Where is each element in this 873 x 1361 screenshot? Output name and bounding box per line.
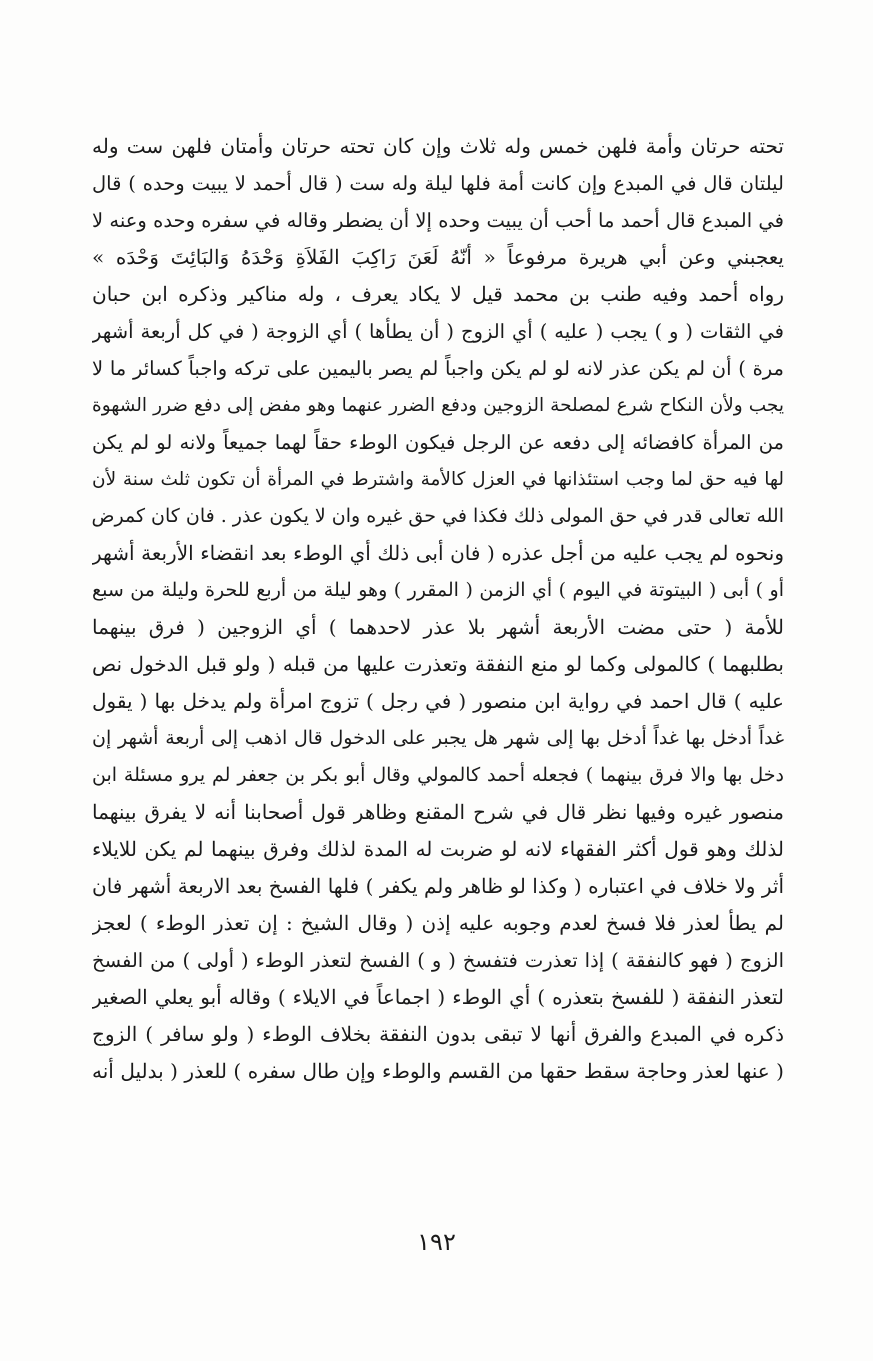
text-line: ليلتان قال في المبدع وإن كانت أمة فلها ليلة وله ست ( قال أحمد لا يبيت وحده ) قال <box>92 172 784 195</box>
text-line: غداً أدخل بها غداً أدخل بها إلى شهر هل يجبر على الدخول قال اذهب إلى أربعة أشهر إن <box>92 727 784 749</box>
text-line: ( عنها لعذر وحاجة سقط حقها من القسم والوطء وإن طال سفره ) للعذر ( بدليل أنه <box>92 1059 784 1083</box>
page-number: ١٩٢ <box>417 1228 456 1256</box>
text-line: الزوج ( فهو كالنفقة ) إذا تعذرت فتفسخ ( و ) الفسخ لتعذر الوطء ( أولى ) من الفسخ <box>92 949 784 972</box>
text-line: دخل بها والا فرق بينهما ) فجعله أحمد كالمولي وقال أبو بكر بن جعفر لم يرو مسئلة ابن <box>92 764 784 786</box>
text-line: يجب ولأن النكاح شرع لمصلحة الزوجين ودفع الضرر عنهما وهو مفض إلى دفع ضرر الشهوة <box>92 395 784 416</box>
text-line: في الثقات ( و ) يجب ( عليه ) أي الزوج ( أن يطأها ) أي الزوجة ( في كل أربعة أشهر <box>92 320 784 343</box>
text-line: ونحوه لم يجب عليه من أجل عذره ( فان أبى ذلك أي الوطء بعد انقضاء الأربعة أشهر <box>92 541 784 565</box>
text-line: لم يطأ لعذر فلا فسخ لعدم وجوبه عليه إذن ( وقال الشيخ : إن تعذر الوطء ) لعجز <box>92 911 784 935</box>
text-line: من المرأة كافضائه إلى دفعه عن الرجل فيكون الوطء حقاً لهما جميعاً ولانه لو لم يكن <box>92 431 784 454</box>
text-line: تحته حرتان وأمة فلهن خمس وله ثلاث وإن كان تحته حرتان وأمتان فلهن ست وله <box>92 134 784 158</box>
text-line: ذكره في المبدع والفرق أنها لا تبقى بدون النفقة بخلاف الوطء ( ولو سافر ) الزوج <box>92 1022 784 1046</box>
text-line: لذلك وهو قول أكثر الفقهاء لانه لو ضربت له المدة لذلك وفرق بينهما لم يكن للايلاء <box>92 837 784 861</box>
text-line: يعجبني وعن أبي هريرة مرفوعاً « أنّهُ لَعَنَ رَاكِبَ الفَلاَةِ وَحْدَهُ وَالبَائِتَ وَحْدَه » <box>92 245 784 269</box>
text-line: أو ) أبى ( البيتوتة في اليوم ) أي الزمن ( المقرر ) وهو ليلة من أربع للحرة وليلة من سبع <box>92 579 784 601</box>
text-line: مرة ) أن لم يكن عذر لانه لو لم يكن واجباً لم يصر باليمين على تركه واجباً كسائر ما لا <box>92 357 784 380</box>
text-line: في المبدع قال أحمد ما أحب أن يبيت وحده إلا أن يضطر وقاله في سفره وحده وعنه لا <box>92 209 784 232</box>
text-line: رواه أحمد وفيه طنب بن محمد قيل لا يكاد يعرف ، وله مناكير وذكره ابن حبان <box>92 282 784 306</box>
text-line: منصور غيره وفيها نظر قال في شرح المقنع وظاهر قول أصحابنا أنه لا يفرق بينهما <box>92 800 784 824</box>
text-line: الله تعالى قدر في حق المولى ذلك فكذا في حق غيره وان لا يكون عذر . فان كان كمرض <box>92 505 784 527</box>
text-line: بطلبهما ) كالمولى وكما لو منع النفقة وتعذرت عليها من قبله ( ولو قبل الدخول نص <box>92 652 784 676</box>
text-line: لها فيه حق لما وجب استئذانها في العزل كالأمة واشترط في المرأة أن تكون ثلث سنة لأن <box>92 469 784 490</box>
body-text <box>92 128 784 1090</box>
text-line: عليه ) قال احمد في رواية ابن منصور ( في رجل ) تزوج امرأة ولم يدخل بها ( يقول <box>92 689 784 713</box>
text-line: للأمة ( حتى مضت الأربعة أشهر بلا عذر لاحدهما ) أي الزوجين ( فرق بينهما <box>92 615 784 639</box>
text-line: لتعذر النفقة ( للفسخ بتعذره ) أي الوطء ( اجماعاً في الايلاء ) وقاله أبو يعلي الصغير <box>92 985 784 1009</box>
text-line: أثر ولا خلاف في اعتباره ( وكذا لو ظاهر ولم يكفر ) فلها الفسخ بعد الاربعة أشهر فان <box>92 874 784 898</box>
